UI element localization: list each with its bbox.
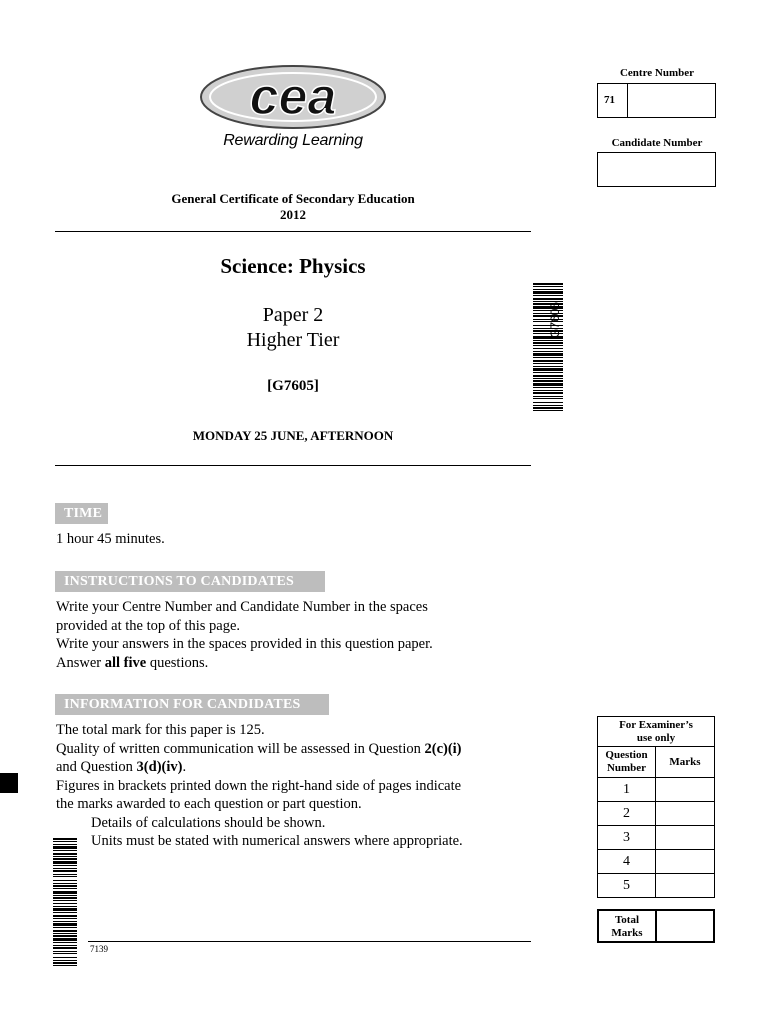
barcode-bar [533, 360, 563, 362]
information-text [56, 721, 463, 851]
barcode-bar [53, 915, 77, 917]
barcode-bar [53, 865, 77, 866]
barcode-bar [533, 351, 563, 352]
information-line [56, 758, 463, 777]
centre-number-prefix: 71 [598, 84, 628, 117]
table-row [598, 802, 715, 826]
exam-year: 2012 [280, 207, 306, 222]
barcode-bar [53, 953, 77, 954]
barcode-bar [533, 372, 563, 373]
information-heading: INFORMATION FOR CANDIDATES [55, 694, 329, 715]
barcode-bar [53, 895, 77, 896]
question-number: 4 [598, 850, 656, 874]
barcode-bar [53, 938, 77, 941]
barcode-bar [533, 298, 563, 300]
marks-cell[interactable] [656, 826, 715, 850]
barcode-bar [533, 375, 563, 377]
barcode-left [53, 838, 77, 966]
barcode-bar [533, 407, 563, 409]
barcode-bar [533, 383, 563, 386]
marks-cell[interactable] [656, 850, 715, 874]
barcode-bar [53, 858, 77, 860]
information-line: Details of calculations should be shown. [91, 814, 326, 831]
barcode-right-label: G7605 [548, 301, 562, 338]
total-marks-label [599, 911, 657, 941]
barcode-bar [53, 900, 77, 901]
barcode-bar [533, 368, 563, 371]
barcode-bar [53, 942, 77, 943]
marks-cell[interactable] [656, 874, 715, 898]
paper-tier: Higher Tier [246, 329, 340, 351]
barcode-bar [533, 366, 563, 367]
logo-tagline: Rewarding Learning [223, 132, 363, 149]
barcode-bar [533, 342, 563, 344]
barcode-bar [533, 410, 563, 411]
barcode-bar [53, 853, 77, 855]
barcode-bar [53, 903, 77, 904]
barcode-bar [533, 345, 563, 346]
information-text-part: and Question [56, 759, 137, 775]
question-header-line: Question [605, 749, 648, 761]
barcode-bar [53, 927, 77, 928]
candidate-number-label: Candidate Number [611, 137, 703, 149]
barcode-bar [53, 918, 77, 919]
qualification-title [55, 191, 531, 223]
qualification-name: General Certificate of Secondary Education [171, 191, 415, 206]
barcode-bar [533, 398, 563, 399]
candidate-number-field[interactable] [597, 152, 716, 187]
barcode-bar [53, 921, 77, 922]
barcode-bar [533, 291, 563, 294]
barcode-bar [533, 405, 563, 406]
table-row [598, 778, 715, 802]
instructions-heading: INSTRUCTIONS TO CANDIDATES [55, 571, 325, 592]
table-row [598, 826, 715, 850]
examiner-title-line: use only [636, 731, 676, 744]
centre-number-field[interactable] [597, 83, 716, 118]
instructions-emphasis: all five [104, 654, 147, 671]
barcode-bar [533, 286, 563, 287]
barcode-bar [53, 945, 77, 946]
information-line: Units must be stated with numerical answers where appropriate. [91, 833, 463, 849]
total-marks-box [597, 909, 715, 943]
instructions-text [56, 598, 433, 672]
barcode-bar [53, 933, 77, 934]
logo-wordmark: cea [249, 68, 337, 126]
instructions-line: provided at the top of this page. [56, 617, 241, 634]
barcode-bar [53, 935, 77, 937]
barcode-bar [53, 888, 77, 889]
information-text-part: . [182, 759, 187, 775]
barcode-bar [53, 912, 77, 913]
paper-info [55, 303, 531, 353]
barcode-bar [53, 870, 77, 872]
barcode-bar [533, 387, 563, 388]
time-text: 1 hour 45 minutes. [56, 531, 165, 547]
barcode-bar [533, 340, 563, 341]
question-number: 5 [598, 874, 656, 898]
barcode-bar [53, 962, 77, 964]
question-header-line: Number [606, 762, 647, 774]
instructions-text-part: questions. [146, 654, 209, 671]
barcode-bar [53, 947, 77, 949]
barcode-bar [53, 957, 77, 958]
page-code: 7139 [90, 944, 108, 954]
barcode-bar [53, 960, 77, 961]
question-number: 3 [598, 826, 656, 850]
barcode-bar [533, 348, 563, 349]
information-emphasis: 2(c)(i) [424, 740, 462, 757]
information-line: Figures in brackets printed down the right-hand side of pages indicate [56, 777, 462, 794]
barcode-bar [533, 283, 563, 285]
barcode-bar [533, 380, 563, 382]
barcode-bar [533, 392, 563, 394]
barcode-bar [53, 880, 77, 881]
barcode-bar [533, 363, 563, 364]
barcode-bar [53, 965, 77, 966]
barcode-bar [53, 891, 77, 894]
barcode-bar [53, 883, 77, 884]
paper-code: [G7605] [267, 378, 319, 394]
side-marker [0, 773, 18, 793]
examiner-table-title [598, 717, 715, 747]
barcode-bar [533, 390, 563, 391]
barcode-bar [53, 908, 77, 911]
barcode-bar [53, 906, 77, 907]
time-heading: TIME [55, 503, 108, 524]
information-text-part: Quality of written communication will be assessed in Question [56, 740, 425, 757]
instructions-line: Write your answers in the spaces provided in this question paper. [56, 636, 433, 652]
question-number: 1 [598, 778, 656, 802]
centre-number-label: Centre Number [619, 67, 695, 79]
question-number: 2 [598, 802, 656, 826]
paper-number: Paper 2 [262, 304, 324, 326]
examiner-table [597, 716, 715, 898]
barcode-bar [533, 289, 563, 290]
question-number-header [598, 747, 656, 778]
barcode-bar [53, 868, 77, 869]
marks-cell[interactable] [656, 802, 715, 826]
barcode-bar [53, 885, 77, 887]
marks-header: Marks [656, 747, 715, 778]
barcode-bar [533, 378, 563, 379]
subject-title: Science: Physics [220, 254, 366, 278]
barcode-bar [533, 353, 563, 356]
total-label-line: Total [614, 914, 640, 926]
divider-top [55, 231, 531, 232]
barcode-bar [53, 930, 77, 932]
table-row [598, 850, 715, 874]
instructions-line: Write your Centre Number and Candidate Number in the spaces [56, 599, 428, 615]
barcode-bar [53, 876, 77, 877]
divider-bottom [88, 941, 531, 942]
barcode-bar [53, 923, 77, 926]
instructions-line [56, 654, 433, 673]
information-line: the marks awarded to each question or part question. [56, 796, 362, 812]
information-line: The total mark for this paper is 125. [56, 722, 265, 738]
examiner-title-line: For Examiner’s [619, 718, 693, 731]
marks-cell[interactable] [656, 778, 715, 802]
barcode-bar [53, 897, 77, 899]
barcode-bar [53, 861, 77, 864]
barcode-bar [533, 357, 563, 358]
barcode-bar [533, 295, 563, 296]
exam-date: MONDAY 25 JUNE, AFTERNOON [192, 428, 394, 443]
information-emphasis: 3(d)(iv) [136, 759, 183, 775]
divider-middle [55, 465, 531, 466]
barcode-bar [533, 396, 563, 397]
barcode-bar [53, 951, 77, 952]
table-row [598, 874, 715, 898]
barcode-bar [53, 874, 77, 875]
total-marks-field[interactable] [657, 911, 713, 941]
barcode-bar [53, 856, 77, 857]
total-label-line: Marks [611, 927, 643, 939]
barcode-bar [533, 402, 563, 403]
information-line [56, 740, 463, 759]
instructions-text-part: Answer [56, 654, 105, 671]
